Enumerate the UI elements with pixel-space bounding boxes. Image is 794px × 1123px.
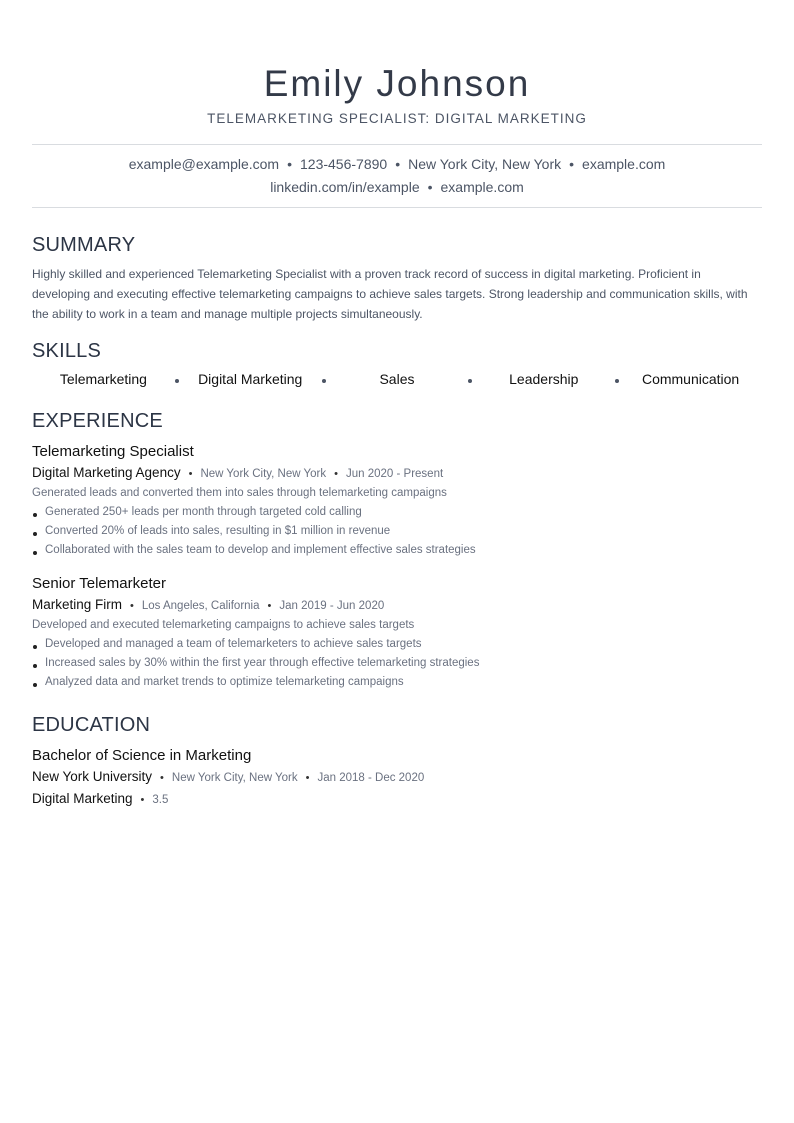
contact-phone[interactable]: 123-456-7890 (300, 156, 388, 172)
separator-dot: • (267, 600, 272, 612)
skills-heading: SKILLS (32, 340, 102, 362)
contact-line-1 (32, 153, 762, 176)
education-meta (32, 767, 762, 788)
skill-item: Communication (641, 371, 740, 387)
skills-section (32, 338, 762, 388)
job-title: Telemarketing Specialist (32, 443, 194, 460)
separator-dot: • (395, 156, 401, 172)
job-title: Senior Telemarketer (32, 575, 166, 592)
separator-dot: • (287, 156, 292, 172)
summary-heading: SUMMARY (32, 234, 136, 256)
contact-location: New York City, New York (408, 156, 562, 172)
experience-heading: EXPERIENCE (32, 410, 163, 432)
education-gpa: 3.5 (152, 794, 169, 806)
education-field-line (32, 789, 762, 810)
skills-list (32, 370, 762, 388)
summary-section (32, 232, 762, 324)
contact-website-2[interactable]: example.com (440, 179, 524, 195)
experience-section (32, 408, 762, 692)
separator-dot: • (334, 468, 338, 480)
job-description: Generated leads and converted them into sales through telemarketing campaigns (32, 487, 447, 499)
job-company: Digital Marketing Agency (32, 465, 181, 480)
skill-item: Leadership (509, 371, 579, 387)
separator-dot: • (569, 156, 575, 172)
school-name: New York University (32, 769, 153, 784)
job-meta (32, 595, 762, 616)
job-bullet: Converted 20% of leads into sales, resulting in $1 million in revenue (32, 522, 762, 541)
education-heading: EDUCATION (32, 714, 151, 736)
resume-header (32, 0, 762, 128)
separator-dot: • (160, 772, 164, 784)
skill-item: Sales (379, 371, 415, 387)
job-bullet: Developed and managed a team of telemarketers to achieve sales targets (32, 635, 762, 654)
job-meta (32, 463, 762, 484)
job-bullet: Increased sales by 30% within the first year through effective telemarketing strategies (32, 654, 762, 673)
job-bullet: Generated 250+ leads per month through targeted cold calling (32, 503, 762, 522)
job-bullet: Collaborated with the sales team to develop and implement effective sales strategies (32, 541, 762, 560)
separator-dot: • (427, 179, 433, 195)
job-bullets (32, 635, 762, 692)
separator-dot: • (305, 772, 310, 784)
education-dates: Jan 2018 - Dec 2020 (317, 772, 425, 784)
separator-dot: • (188, 468, 193, 480)
separator-dot: • (130, 600, 134, 612)
degree-title: Bachelor of Science in Marketing (32, 747, 252, 764)
job-dates: Jan 2019 - Jun 2020 (279, 600, 385, 612)
job-dates: Jun 2020 - Present (346, 468, 444, 480)
job-bullet: Analyzed data and market trends to optimize telemarketing campaigns (32, 673, 762, 692)
education-entry (32, 746, 762, 810)
skill-item: Digital Marketing (198, 371, 303, 387)
education-section (32, 712, 762, 810)
job-bullets (32, 503, 762, 560)
contact-block (32, 144, 762, 208)
skill-item: Telemarketing (59, 371, 147, 387)
separator-dot: • (140, 794, 145, 806)
person-headline: TELEMARKETING SPECIALIST: DIGITAL MARKETING (207, 111, 587, 126)
job-company: Marketing Firm (32, 597, 123, 612)
job-entry (32, 442, 762, 560)
job-description: Developed and executed telemarketing campaigns to achieve sales targets (32, 619, 415, 631)
person-name: Emily Johnson (263, 63, 531, 104)
summary-text: Highly skilled and experienced Telemarketing Specialist with a proven track record of success in digital marketing. Proficient in developing and executing effective telemarketing campaigns to achieve sales targets. Strong leadership and communication skills, with the ability to work in a team and manage multiple projects simultaneously. (32, 267, 748, 321)
school-location: New York City, New York (171, 772, 298, 784)
contact-line-2 (32, 176, 762, 199)
contact-linkedin[interactable]: linkedin.com/in/example (270, 179, 420, 195)
education-field: Digital Marketing (32, 791, 133, 806)
job-location: New York City, New York (200, 468, 327, 480)
contact-website[interactable]: example.com (582, 156, 666, 172)
contact-email[interactable]: example@example.com (128, 156, 280, 172)
job-entry (32, 574, 762, 692)
job-location: Los Angeles, California (141, 600, 260, 612)
